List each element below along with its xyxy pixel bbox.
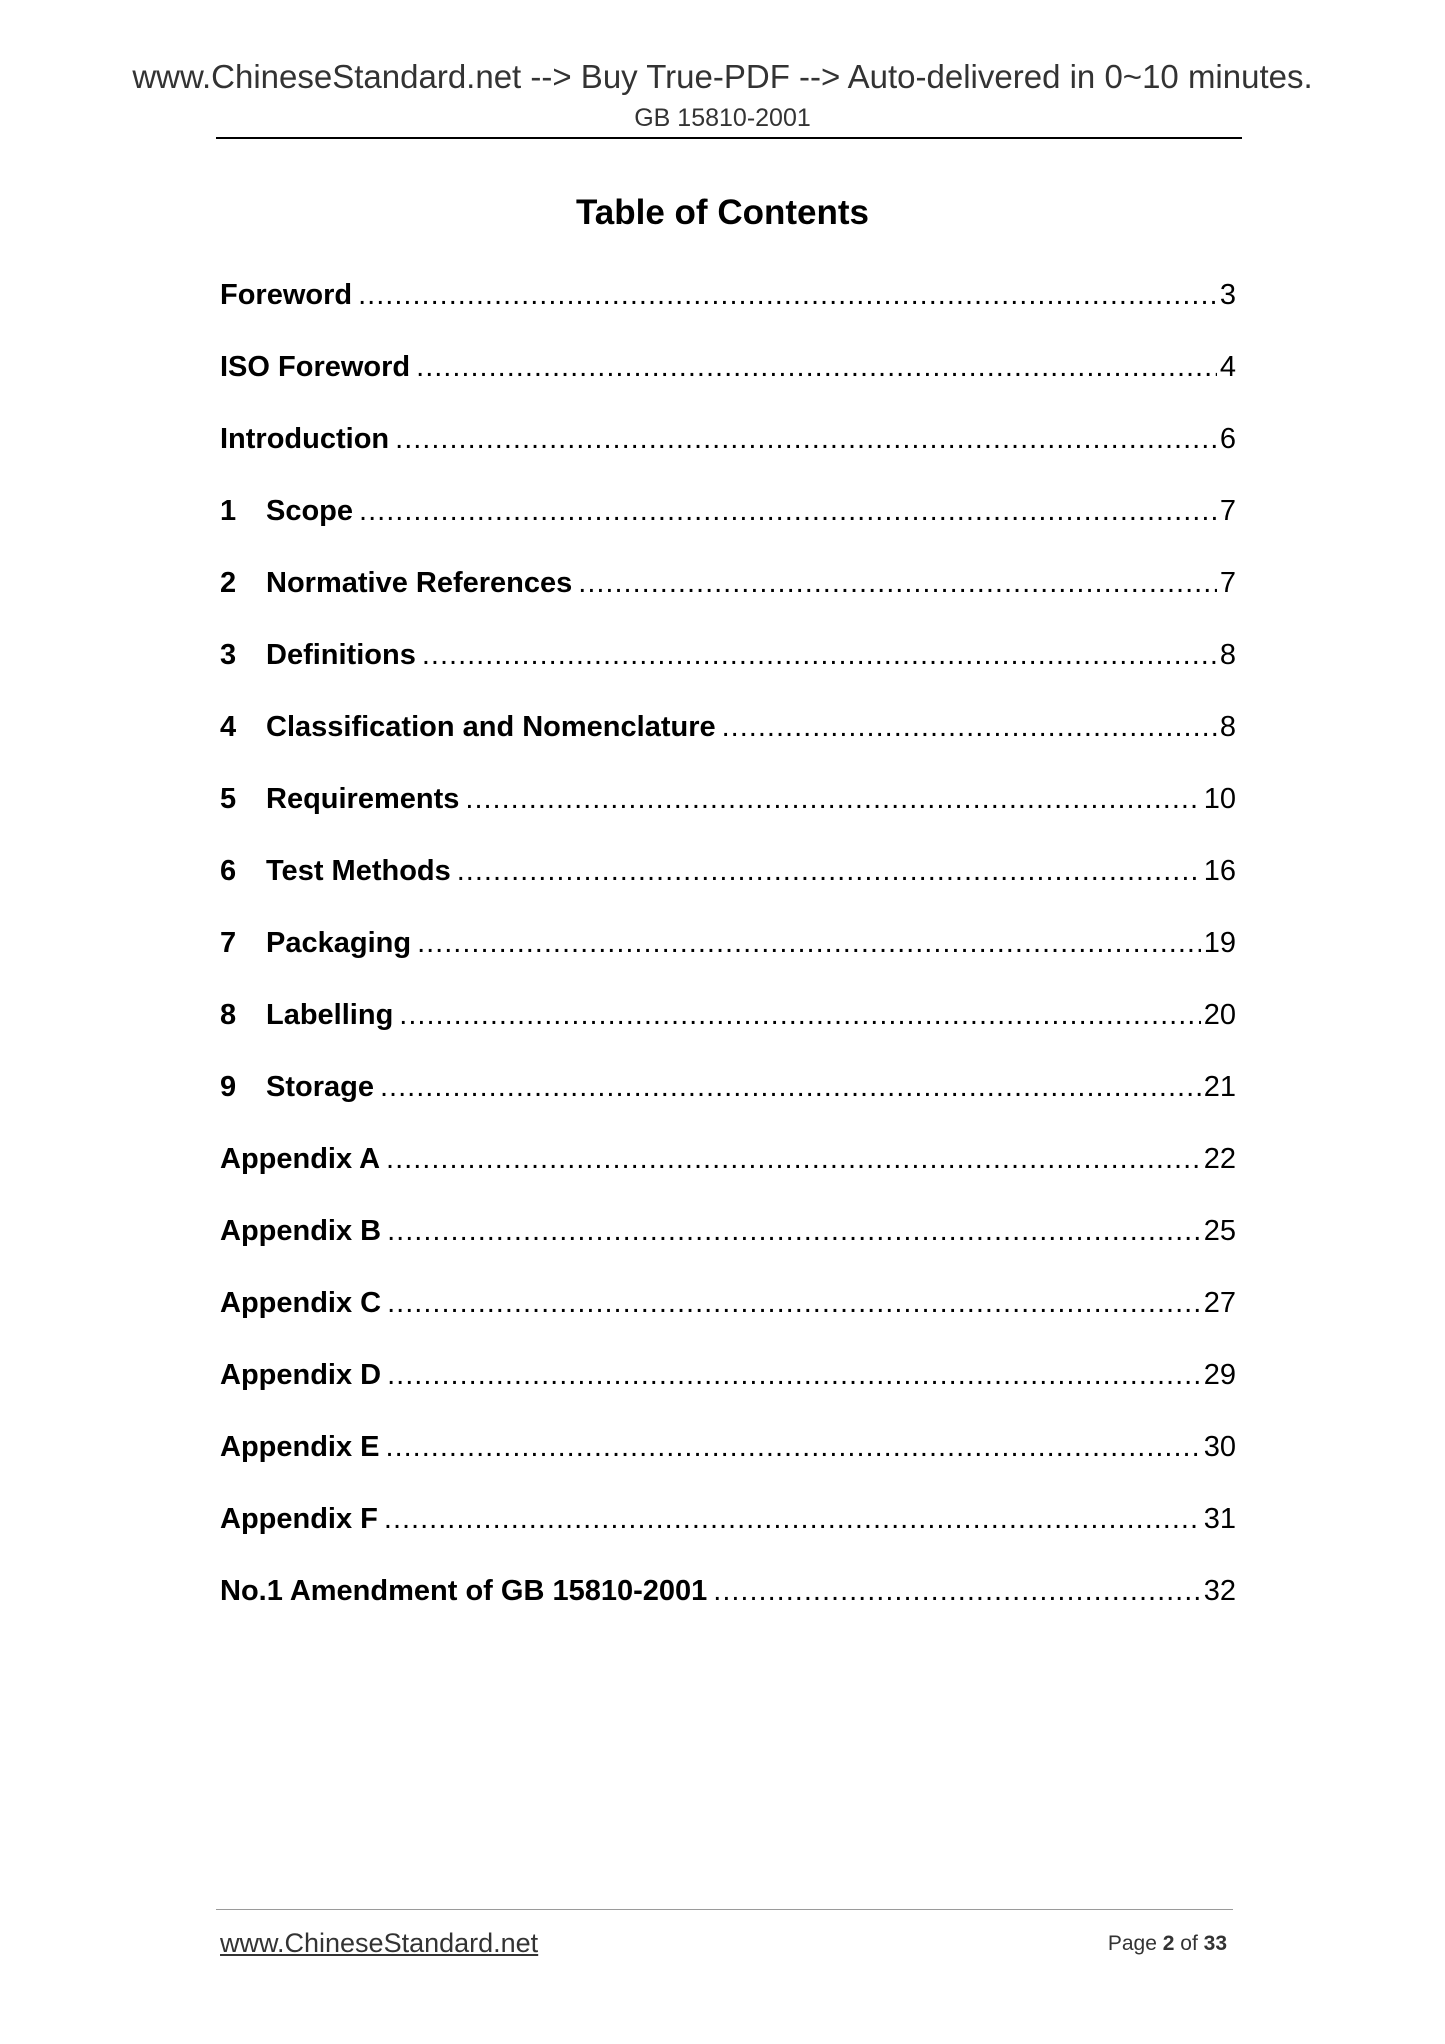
toc-entry-label: Scope bbox=[266, 495, 354, 527]
toc-entry-label: Introduction bbox=[220, 423, 390, 455]
page-prefix: Page bbox=[1107, 1932, 1157, 1955]
toc-entry-page: 19 bbox=[1203, 927, 1236, 959]
page-total: 33 bbox=[1203, 1932, 1227, 1955]
toc-entry-label: Definitions bbox=[266, 639, 416, 671]
toc-entry-number: 5 bbox=[220, 783, 237, 815]
toc-entry[interactable] bbox=[220, 1355, 1236, 1427]
page-indicator bbox=[1108, 1932, 1227, 1956]
toc-entry-label: Appendix D bbox=[220, 1359, 382, 1391]
toc-entry-label: Packaging bbox=[266, 927, 412, 959]
toc-dot-leader bbox=[386, 1427, 1201, 1467]
toc-entry-page: 4 bbox=[1219, 351, 1236, 383]
toc-entry[interactable] bbox=[220, 1499, 1236, 1571]
toc-dot-leader bbox=[386, 1139, 1201, 1179]
toc-entry-label: Foreword bbox=[220, 279, 353, 311]
toc-entry-label: Appendix F bbox=[220, 1503, 378, 1535]
toc-entry-number: 9 bbox=[220, 1071, 237, 1103]
toc-entry-number: 8 bbox=[220, 999, 237, 1031]
site-banner: www.ChineseStandard.net --> Buy True-PDF --> Auto-delivered in 0~10 minutes. bbox=[132, 58, 1313, 95]
toc-entry-page: 6 bbox=[1219, 423, 1236, 455]
toc-entry[interactable] bbox=[220, 1571, 1236, 1643]
document-code: GB 15810-2001 bbox=[634, 104, 811, 132]
toc-entry[interactable] bbox=[220, 347, 1236, 419]
toc-dot-leader bbox=[359, 491, 1217, 531]
toc-entry-label: Normative References bbox=[266, 567, 573, 599]
toc-dot-leader bbox=[358, 275, 1217, 315]
toc-entry-page: 31 bbox=[1203, 1503, 1236, 1535]
toc-dot-leader bbox=[722, 707, 1217, 747]
toc-entry[interactable] bbox=[220, 419, 1236, 491]
toc-entry[interactable] bbox=[220, 491, 1236, 563]
toc-entry-number: 1 bbox=[220, 495, 237, 527]
toc-entry-label: Labelling bbox=[266, 999, 394, 1031]
toc-entry-label: Appendix E bbox=[220, 1431, 380, 1463]
toc-entry-page: 8 bbox=[1219, 711, 1236, 743]
toc-entry-label: ISO Foreword bbox=[220, 351, 411, 383]
toc-entry-page: 16 bbox=[1203, 855, 1236, 887]
toc-dot-leader bbox=[417, 923, 1201, 963]
toc-entry-page: 7 bbox=[1219, 567, 1236, 599]
toc-entry[interactable] bbox=[220, 1211, 1236, 1283]
toc-entry-page: 29 bbox=[1203, 1359, 1236, 1391]
toc-entry[interactable] bbox=[220, 851, 1236, 923]
table-of-contents bbox=[220, 275, 1236, 1643]
toc-entry-page: 22 bbox=[1203, 1143, 1236, 1175]
toc-entry[interactable] bbox=[220, 1427, 1236, 1499]
toc-entry-number: 6 bbox=[220, 855, 237, 887]
toc-dot-leader bbox=[387, 1211, 1201, 1251]
toc-entry-number: 3 bbox=[220, 639, 237, 671]
toc-entry-label: Storage bbox=[266, 1071, 374, 1103]
toc-dot-leader bbox=[465, 779, 1200, 819]
toc-entry-page: 10 bbox=[1203, 783, 1236, 815]
toc-dot-leader bbox=[395, 419, 1217, 459]
toc-entry[interactable] bbox=[220, 635, 1236, 707]
toc-entry-label: Appendix C bbox=[220, 1287, 382, 1319]
toc-entry-page: 3 bbox=[1219, 279, 1236, 311]
toc-entry[interactable] bbox=[220, 275, 1236, 347]
footer-site-link[interactable]: www.ChineseStandard.net bbox=[220, 1928, 539, 1958]
toc-entry-number: 4 bbox=[220, 711, 237, 743]
toc-dot-leader bbox=[387, 1355, 1201, 1395]
toc-entry[interactable] bbox=[220, 1067, 1236, 1139]
toc-entry-page: 20 bbox=[1203, 999, 1236, 1031]
toc-dot-leader bbox=[713, 1571, 1200, 1611]
toc-entry-page: 30 bbox=[1203, 1431, 1236, 1463]
toc-entry-label: Test Methods bbox=[266, 855, 451, 887]
toc-entry-page: 7 bbox=[1219, 495, 1236, 527]
toc-entry[interactable] bbox=[220, 1139, 1236, 1211]
toc-entry-page: 25 bbox=[1203, 1215, 1236, 1247]
toc-dot-leader bbox=[380, 1067, 1201, 1107]
toc-entry-page: 21 bbox=[1203, 1071, 1236, 1103]
page-of: of bbox=[1180, 1932, 1198, 1955]
toc-entry[interactable] bbox=[220, 923, 1236, 995]
toc-entry[interactable] bbox=[220, 1283, 1236, 1355]
toc-entry-page: 8 bbox=[1219, 639, 1236, 671]
toc-entry-page: 32 bbox=[1203, 1575, 1236, 1607]
toc-title: Table of Contents bbox=[576, 193, 869, 232]
toc-dot-leader bbox=[416, 347, 1217, 387]
toc-dot-leader bbox=[578, 563, 1217, 603]
toc-entry-label: Requirements bbox=[266, 783, 460, 815]
toc-entry-label: Appendix A bbox=[220, 1143, 381, 1175]
footer-divider bbox=[216, 1909, 1233, 1910]
toc-entry-label: Appendix B bbox=[220, 1215, 382, 1247]
toc-entry-label: Classification and Nomenclature bbox=[266, 711, 716, 743]
page-current: 2 bbox=[1162, 1932, 1175, 1955]
toc-entry-number: 7 bbox=[220, 927, 237, 959]
toc-entry-number: 2 bbox=[220, 567, 237, 599]
toc-dot-leader bbox=[422, 635, 1217, 675]
toc-entry[interactable] bbox=[220, 707, 1236, 779]
toc-entry[interactable] bbox=[220, 563, 1236, 635]
toc-dot-leader bbox=[387, 1283, 1201, 1323]
toc-dot-leader bbox=[384, 1499, 1201, 1539]
toc-entry[interactable] bbox=[220, 779, 1236, 851]
toc-entry-label: No.1 Amendment of GB 15810-2001 bbox=[220, 1575, 708, 1607]
toc-dot-leader bbox=[457, 851, 1201, 891]
toc-entry-page: 27 bbox=[1203, 1287, 1236, 1319]
toc-dot-leader bbox=[399, 995, 1200, 1035]
header-divider bbox=[216, 137, 1242, 139]
toc-entry[interactable] bbox=[220, 995, 1236, 1067]
